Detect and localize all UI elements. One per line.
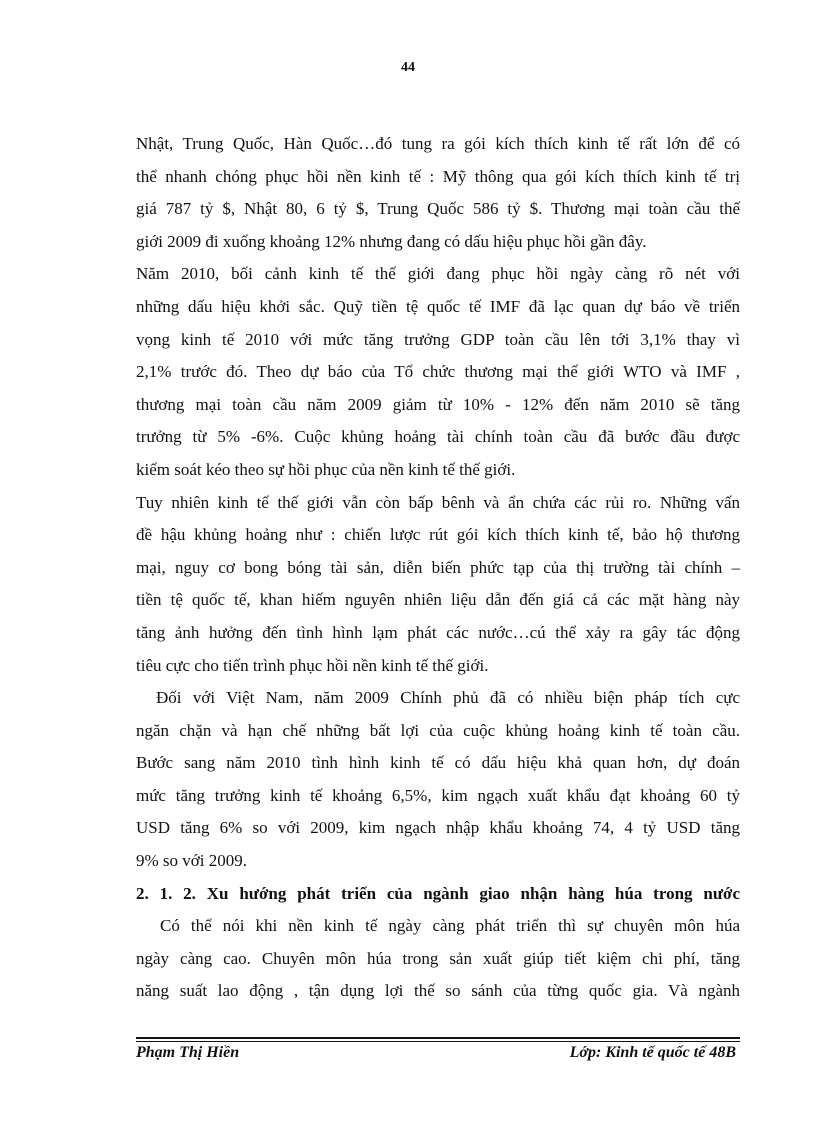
text-line: vọng kinh tế 2010 với mức tăng trưởng GDP toàn cầu lên tới 3,1% thay vì (136, 329, 740, 349)
footer-author: Phạm Thị Hiền (136, 1044, 240, 1061)
text-line: kiểm soát kéo theo sự hồi phục của nền kinh tế thế giới. (136, 459, 516, 479)
footer-class: Lớp: Kinh tế quốc tế 48B (569, 1044, 736, 1061)
paragraph-3 (136, 487, 740, 683)
footer-divider (136, 1037, 740, 1039)
text-line: Có thể nói khi nền kinh tế ngày càng phát triển thì sự chuyên môn húa (160, 916, 740, 936)
text-line: Nhật, Trung Quốc, Hàn Quốc…đó tung ra gói kích thích kinh tế rất lớn để có (136, 134, 740, 153)
text-line: giới 2009 đi xuống khoảng 12% nhưng đang có dấu hiệu phục hồi gần đây. (136, 231, 647, 251)
paragraph-4 (136, 682, 740, 878)
text-line: tiêu cực cho tiến trình phục hồi nền kinh tế thế giới. (136, 655, 489, 675)
page-number: 44 (401, 60, 415, 75)
text-line: Đối với Việt Nam, năm 2009 Chính phủ đã có nhiều biện pháp tích cực (156, 688, 740, 708)
section-heading: 2. 1. 2. Xu hướng phát triển của ngành giao nhận hàng húa trong nước (136, 883, 740, 903)
text-line: mại, nguy cơ bong bóng tài sản, diễn biến phức tạp của thị trường tài chính – (136, 557, 740, 577)
text-line: Tuy nhiên kinh tế thế giới vẫn còn bấp bênh và ẩn chứa các rủi ro. Những vấn (136, 492, 740, 512)
text-line: 9% so với 2009. (136, 851, 247, 871)
text-line: thể nhanh chóng phục hồi nền kinh tế : Mỹ thông qua gói kích thích kinh tế trị (136, 166, 740, 186)
text-line: USD tăng 6% so với 2009, kim ngạch nhập khẩu khoảng 74, 4 tỷ USD tăng (136, 818, 740, 838)
text-line: mức tăng trưởng kinh tế khoảng 6,5%, kim ngạch xuất khẩu đạt khoảng 60 tỷ (136, 785, 740, 805)
text-line: Bước sang năm 2010 tình hình kinh tế có dấu hiệu khả quan hơn, dự đoán (136, 753, 740, 773)
text-line: 2,1% trước đó. Theo dự báo của Tổ chức thương mại thế giới WTO và IMF , (136, 362, 740, 382)
text-line: ngăn chặn và hạn chế những bất lợi của cuộc khủng hoảng kinh tế toàn cầu. (136, 720, 740, 740)
text-line: trưởng từ 5% -6%. Cuộc khủng hoảng tài chính toàn cầu đã bước đầu được (136, 427, 740, 447)
paragraph-2 (136, 258, 740, 486)
text-line: tiền tệ quốc tế, khan hiếm nguyên nhiên liệu dẫn đến giá cả các mặt hàng này (136, 590, 740, 610)
text-line: những dấu hiệu khởi sắc. Quỹ tiền tệ quốc tế IMF đã lạc quan dự báo về triển (136, 296, 740, 316)
text-line: năng suất lao động , tận dụng lợi thế so sánh của từng quốc gia. Và ngành (136, 981, 740, 1001)
text-line: đề hậu khủng hoảng như : chiến lược rút gói kích thích kinh tế, bảo hộ thương (136, 525, 740, 545)
paragraph-1 (136, 128, 740, 258)
text-line: tăng ảnh hưởng đến tình hình lạm phát các nước…cú thể xảy ra gây tác động (136, 622, 740, 642)
body-text (136, 128, 740, 1008)
text-line: thương mại toàn cầu năm 2009 giảm từ 10% - 12% đến năm 2010 sẽ tăng (136, 394, 740, 414)
text-line: ngày càng cao. Chuyên môn húa trong sản xuất giúp tiết kiệm chi phí, tăng (136, 948, 740, 968)
text-line: giá 787 tỷ $, Nhật 80, 6 tỷ $, Trung Quốc 586 tỷ $. Thương mại toàn cầu thế (136, 199, 740, 219)
footer-divider-thin (136, 1041, 740, 1042)
text-line: Năm 2010, bối cảnh kinh tế thế giới đang phục hồi ngày càng rõ nét với (136, 264, 740, 284)
paragraph-after-heading (136, 910, 740, 1008)
